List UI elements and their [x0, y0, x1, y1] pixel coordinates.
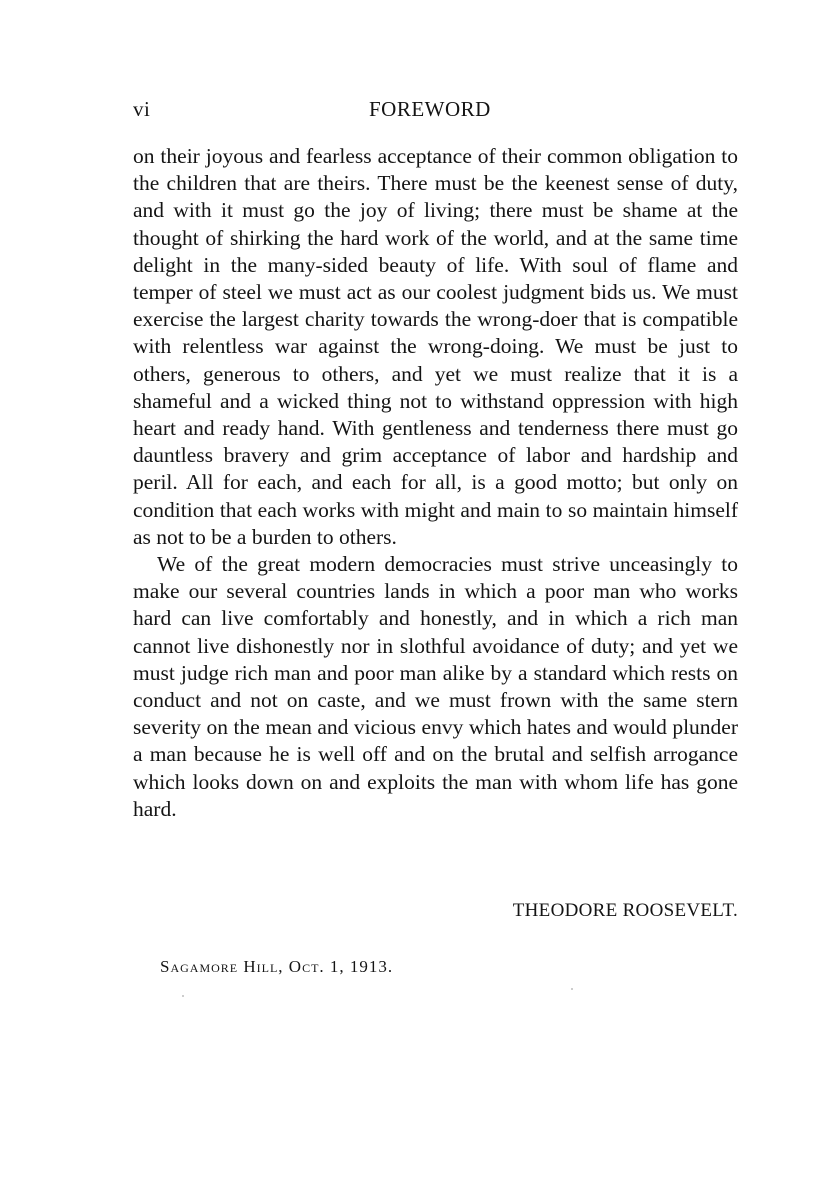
print-speck — [182, 995, 184, 997]
running-title: FOREWORD — [369, 97, 491, 121]
paragraph: We of the great modern democracies must strive unceasingly to make our several countries lands in which a poor man who works hard can live comfortably and honestly, and in which a rich man cannot live dishonestly nor in slothful avoidance of duty; and yet we must judge rich man and poor man alike by a standard which rests on conduct and not on caste, and we must frown with the same stern severity on the mean and vicious envy which hates and would plunder a man because he is well off and on the brutal and selfish arrogance which looks down on and exploits the man with whom life has gone hard. — [133, 552, 738, 821]
author-signature: THEODORE ROOSEVELT. — [512, 900, 738, 921]
paragraph: on their joyous and fearless acceptance of their common obligation to the children that are theirs. There must be the keenest sense of duty, and with it must go the joy of living; there must be shame at the thought of shirking the hard work of the world, and at the same time delight in the many-sided beauty of life. With soul of flame and temper of steel we must act as our coolest judgment bids us. We must exercise the largest charity towards the wrong-doer that is compatible with relentless war against the wrong-doing. We must be just to others, generous to others, and yet we must realize that it is a shameful and a wicked thing not to withstand oppression with high heart and ready hand. With gentleness and tenderness there must go dauntless bravery and grim acceptance of labor and hardship and peril. All for each, and each for all, is a good motto; but only on condition that each works with might and main to so maintain himself as not to be a burden to others. — [133, 144, 738, 549]
foreword-body — [133, 143, 738, 823]
print-speck — [571, 988, 573, 990]
page-number: vi — [133, 97, 151, 121]
place-and-date: Sagamore Hill, Oct. 1, 1913. — [160, 957, 394, 976]
